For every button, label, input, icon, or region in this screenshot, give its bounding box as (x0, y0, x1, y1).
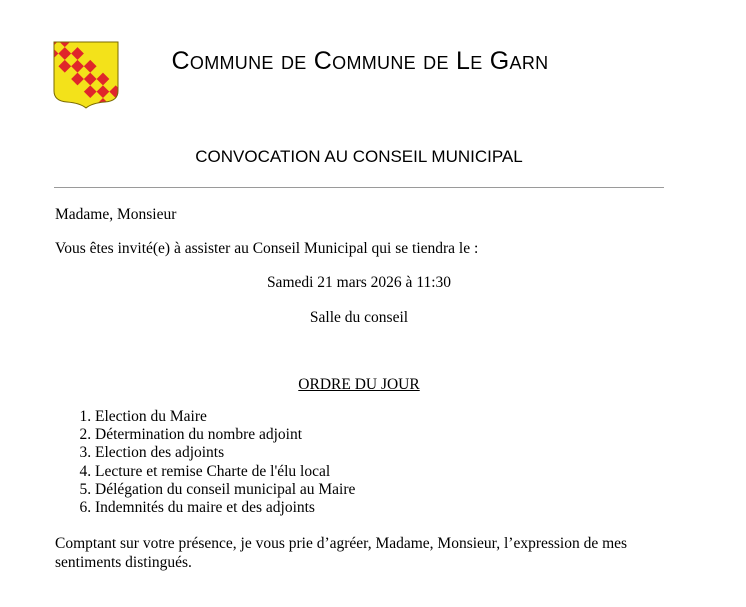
agenda-item: 4. Lecture et remise Charte de l'élu local (95, 463, 355, 481)
document-title: CONVOCATION AU CONSEIL MUNICIPAL (195, 147, 523, 166)
agenda-item: 5. Délégation du conseil municipal au Maire (95, 481, 355, 499)
title-divider (54, 187, 664, 188)
agenda-item: 6. Indemnités du maire et des adjoints (95, 499, 355, 517)
agenda-item: 2. Détermination du nombre adjoint (95, 426, 355, 444)
agenda-item: 3. Election des adjoints (95, 444, 355, 462)
agenda-heading: ORDRE DU JOUR (298, 376, 420, 393)
commune-name: Commune de Commune de Le Garn (171, 47, 549, 75)
agenda-heading-wrap (54, 375, 664, 394)
coat-of-arms-logo (53, 41, 119, 109)
meeting-date: Samedi 21 mars 2026 à 11:30 (266, 274, 452, 291)
invitation-text: Vous êtes invité(e) à assister au Conseil Municipal qui se tiendra le : (55, 240, 479, 257)
salutation: Madame, Monsieur (55, 206, 177, 223)
closing-formula: Comptant sur votre présence, je vous prie d’agréer, Madame, Monsieur, l’expression de mes sentiments distingués. (55, 535, 628, 571)
agenda-list (55, 408, 355, 517)
agenda-item: 1. Election du Maire (95, 408, 355, 426)
meeting-location: Salle du conseil (309, 309, 409, 326)
